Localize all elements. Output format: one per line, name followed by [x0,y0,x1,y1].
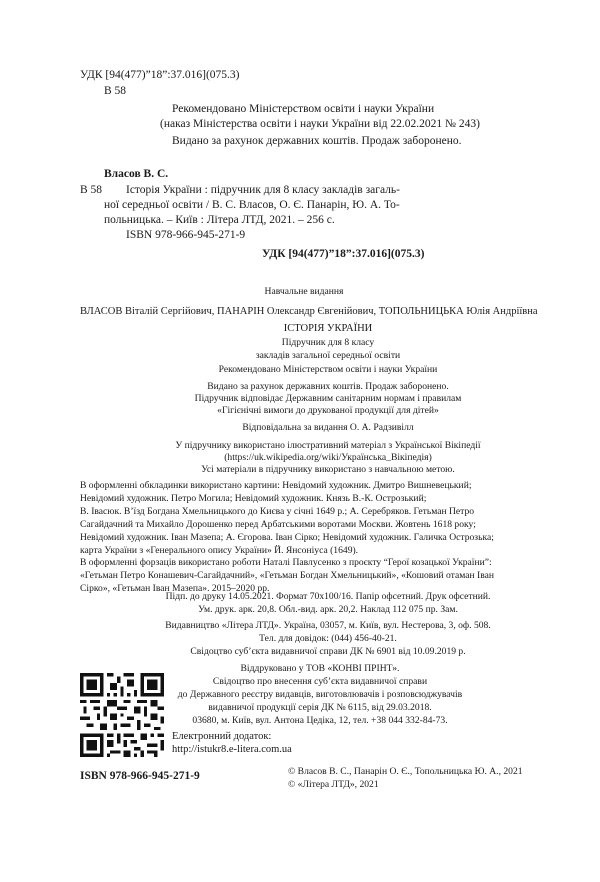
printer-line: до Державного реєстру видавців, виготовлювачів і розповсюджувачів [177,689,463,700]
udk-code: УДК [94(477)”18”:37.016](075.3) [80,69,240,81]
biblio-index: В 58 [80,184,103,196]
cover-line: карта України з «Генерального опису України» Й. Янсоніуса (1649). [80,544,359,556]
printer-line: Свідоцтво про внесення суб’єкта видавничої справи [212,676,428,687]
biblio-udk: УДК [94(477)”18”:37.016](075.3) [262,248,425,260]
cover-line: Сірко», «Гетьман Іван Мазепа». 2015–2020 рр. [80,583,270,595]
wiki-note: Усі матеріали в підручнику використано з навчальною метою. [201,464,455,475]
qr-code[interactable] [80,673,164,757]
cover-line: «Гетьман Петро Конашевич-Сагайдачний», «Гетьман Богдан Хмельницький», «Кошовий отаман Іван [80,570,495,582]
cover-line: В оформленні форзаців використано роботи Наталі Павлусенко з проєкту “Герої козацької України”: [80,557,492,569]
edition-title: ІСТОРІЯ УКРАЇНИ [283,323,373,334]
biblio-line: Історія України : підручник для 8 класу закладів загаль- [126,184,400,196]
edition-type: Навчальне видання [264,286,344,297]
edition-recommendation: Рекомендовано Міністерством освіти і науки України [218,364,438,375]
print-line: Ум. друк. арк. 20,8. Обл.-вид. арк. 20,2. Наклад 112 075 пр. Зам. [198,604,458,615]
e-supplement-label: Електронний додаток: [172,731,272,742]
e-supplement-link[interactable]: http://istukr8.e-litera.com.ua [172,744,292,755]
printer-line: видавничої продукції серія ДК № 6115, від 29.03.2018. [208,702,432,713]
biblio-line: ної середньої освіти / В. С. Власов, О. Є. Панарін, Ю. А. То- [104,199,400,211]
biblio-author: Власов В. С. [104,168,169,180]
ministry-order: (наказ Міністерства освіти і науки України від 22.02.2021 № 243) [160,118,480,130]
hygiene-line: Підручник відповідає Державним санітарним нормам і правилам [194,393,462,404]
bbk-index: В 58 [104,85,127,97]
cover-line: Сагайдачний та Михайло Дорошенко перед Арбатськими воротами Москви. Жовтень 1618 року; [80,518,476,530]
printer-line: Віддруковано у ТОВ «КОНВІ ПРІНТ». [240,663,400,674]
biblio-isbn: ISBN 978-966-945-271-9 [126,229,246,241]
sale-notice: Видано за рахунок державних коштів. Продаж заборонено. [172,135,462,147]
wiki-url: (https://uk.wikipedia.org/wiki/Українська_Вікіпедія) [224,452,432,463]
copyright-publisher: © «Літера ЛТД», 2021 [288,779,379,790]
wiki-note: У підручнику використано ілюстративний матеріал з Української Вікіпедії [175,440,481,451]
cover-credits [80,480,494,596]
edition-subtitle: Підручник для 8 класу [281,337,375,348]
hygiene-line: «Гігієнічні вимоги до друкованої продукції для дітей» [217,405,439,416]
publisher-line: Видавництво «Літера ЛТД». Україна, 03057, м. Київ, вул. Нестерова, 3, оф. 508. [165,620,491,631]
cover-line: В оформленні обкладинки використано картини: Невідомий художник. Дмитро Вишневецький; [80,480,472,491]
printer-line: 03680, м. Київ, вул. Антона Цедіка, 12, тел. +38 044 332-84-73. [192,715,448,726]
copyright-authors: © Власов В. С., Панарін О. Є., Топольницька Ю. А., 2021 [288,766,523,777]
publisher-phone: Тел. для довідок: (044) 456-40-21. [259,633,397,644]
cover-line: В. Івасюк. В’їзд Богдана Хмельницького до Києва у січні 1649 р.; А. Серебряков. Гетьман Петро [80,505,475,517]
cover-line: Невідомий художник. Іван Мазепа; А. Єгорова. Іван Сірко; Невідомий художник. Галичка Острозька; [80,531,494,543]
ministry-recommendation: Рекомендовано Міністерством освіти і науки України [172,103,435,115]
isbn: ISBN 978-966-945-271-9 [80,770,200,782]
responsible-person: Відповідальна за видання О. А. Радзивілл [242,422,414,433]
edition-subtitle: закладів загальної середньої освіти [255,350,401,361]
edition-sale-notice: Видано за рахунок державних коштів. Продаж заборонено. [207,381,449,392]
edition-authors: ВЛАСОВ Віталій Сергійович, ПАНАРІН Олександр Євгенійович, ТОПОЛЬНИЦЬКА Юлія Андріївна [80,306,538,317]
print-line: Підп. до друку 14.05.2021. Формат 70х100/16. Папір офсетний. Друк офсетний. [165,591,491,602]
biblio-line: польницька. – Київ : Літера ЛТД, 2021. – 256 с. [104,214,335,226]
cover-line: Невідомий художник. Петро Могила; Невідомий художник. Князь В.-К. Острозький; [80,492,427,504]
publisher-certificate: Свідоцтво суб’єкта видавничої справи ДК № 6901 від 10.09.2019 р. [190,646,466,657]
